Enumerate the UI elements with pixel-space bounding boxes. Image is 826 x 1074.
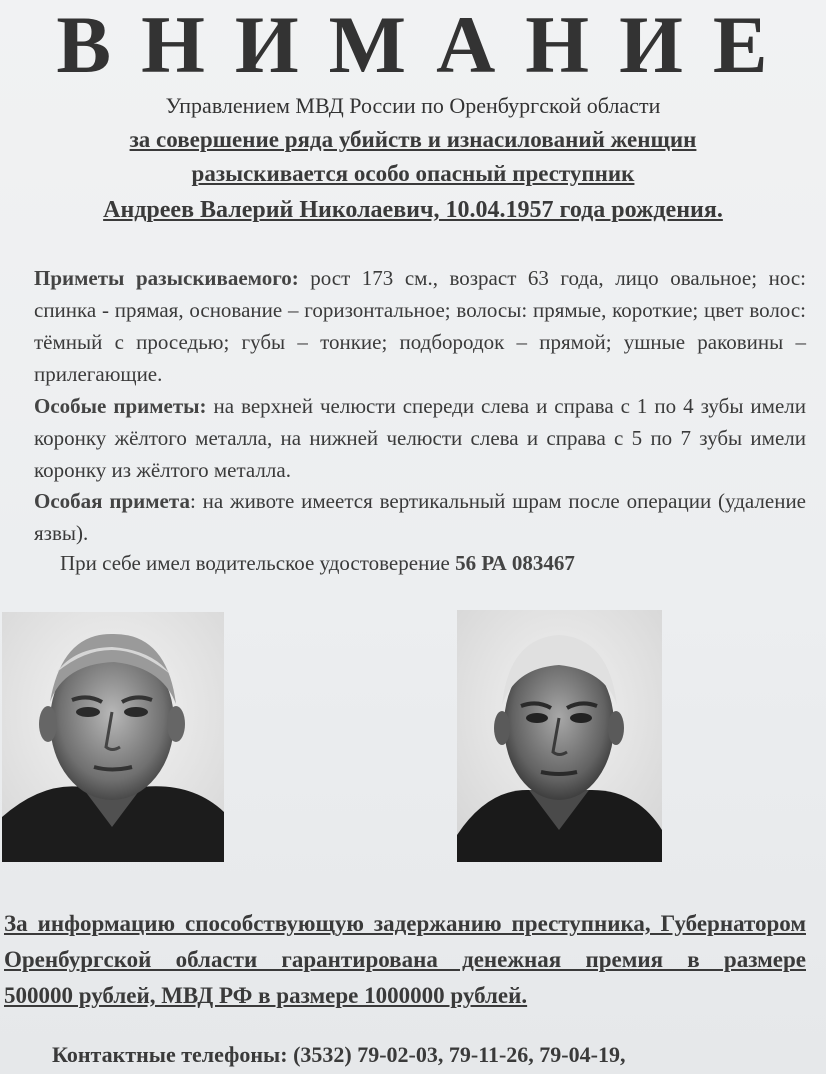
features-paragraph bbox=[2, 262, 806, 390]
special-feature-paragraph bbox=[2, 485, 806, 549]
reward-announcement bbox=[4, 906, 806, 1014]
poster-title: ВНИМАНИЕ bbox=[56, 0, 798, 90]
suspect-photo-1 bbox=[2, 612, 224, 862]
special-feature-label: Особая примета bbox=[34, 489, 190, 513]
contact-phones bbox=[52, 1038, 625, 1072]
contacts-numbers: (3532) 79-02-03, 79-11-26, 79-04-19, bbox=[293, 1042, 626, 1067]
person-line: Андреев Валерий Николаевич, 10.04.1957 года рождения. bbox=[103, 197, 723, 223]
features-label: Приметы разыскиваемого: bbox=[34, 266, 299, 290]
suspect-portrait-image bbox=[457, 610, 662, 862]
reward-text: За информацию способствующую задержанию преступника, Губернатором Оренбургской области гарантирована денежная премия в размере bbox=[4, 911, 806, 972]
license-paragraph bbox=[2, 547, 826, 579]
suspect-portrait-image bbox=[2, 612, 224, 862]
features-text: рост 173 см., возраст 63 года, лицо овальное; нос: спинка - прямая, основание – горизонтальное; волосы: прямые, короткие; цвет волос: тёмный с проседью; губы – тонкие; подбородок – прямой; ушные раковины – прилегающие. bbox=[34, 266, 806, 386]
contacts-label: Контактные телефоны: bbox=[52, 1042, 288, 1067]
special-features-label: Особые приметы: bbox=[34, 394, 207, 418]
license-number: 56 РА 083467 bbox=[455, 551, 575, 575]
reason-line: за совершение ряда убийств и изнасилований женщин bbox=[129, 127, 697, 152]
wanted-line: разыскивается особо опасный преступник bbox=[191, 161, 635, 186]
special-feature-text: : на животе имеется вертикальный шрам после операции (удаление язвы). bbox=[34, 489, 807, 545]
reward-amounts: 500000 рублей, МВД РФ в размере 1000000 рублей. bbox=[4, 983, 528, 1008]
special-features-text: на верхней челюсти спереди слева и справа с 1 по 4 зубы имели коронку жёлтого металла, на нижней челюсти слева и справа с 5 по 7 зубы имели коронку из жёлтого металла. bbox=[34, 394, 806, 482]
license-text: При себе имел водительское удостоверение bbox=[60, 551, 456, 575]
suspect-photo-2 bbox=[457, 610, 662, 862]
issuer-line: Управлением МВД России по Оренбургской области bbox=[165, 93, 661, 118]
special-features-paragraph bbox=[2, 390, 806, 486]
